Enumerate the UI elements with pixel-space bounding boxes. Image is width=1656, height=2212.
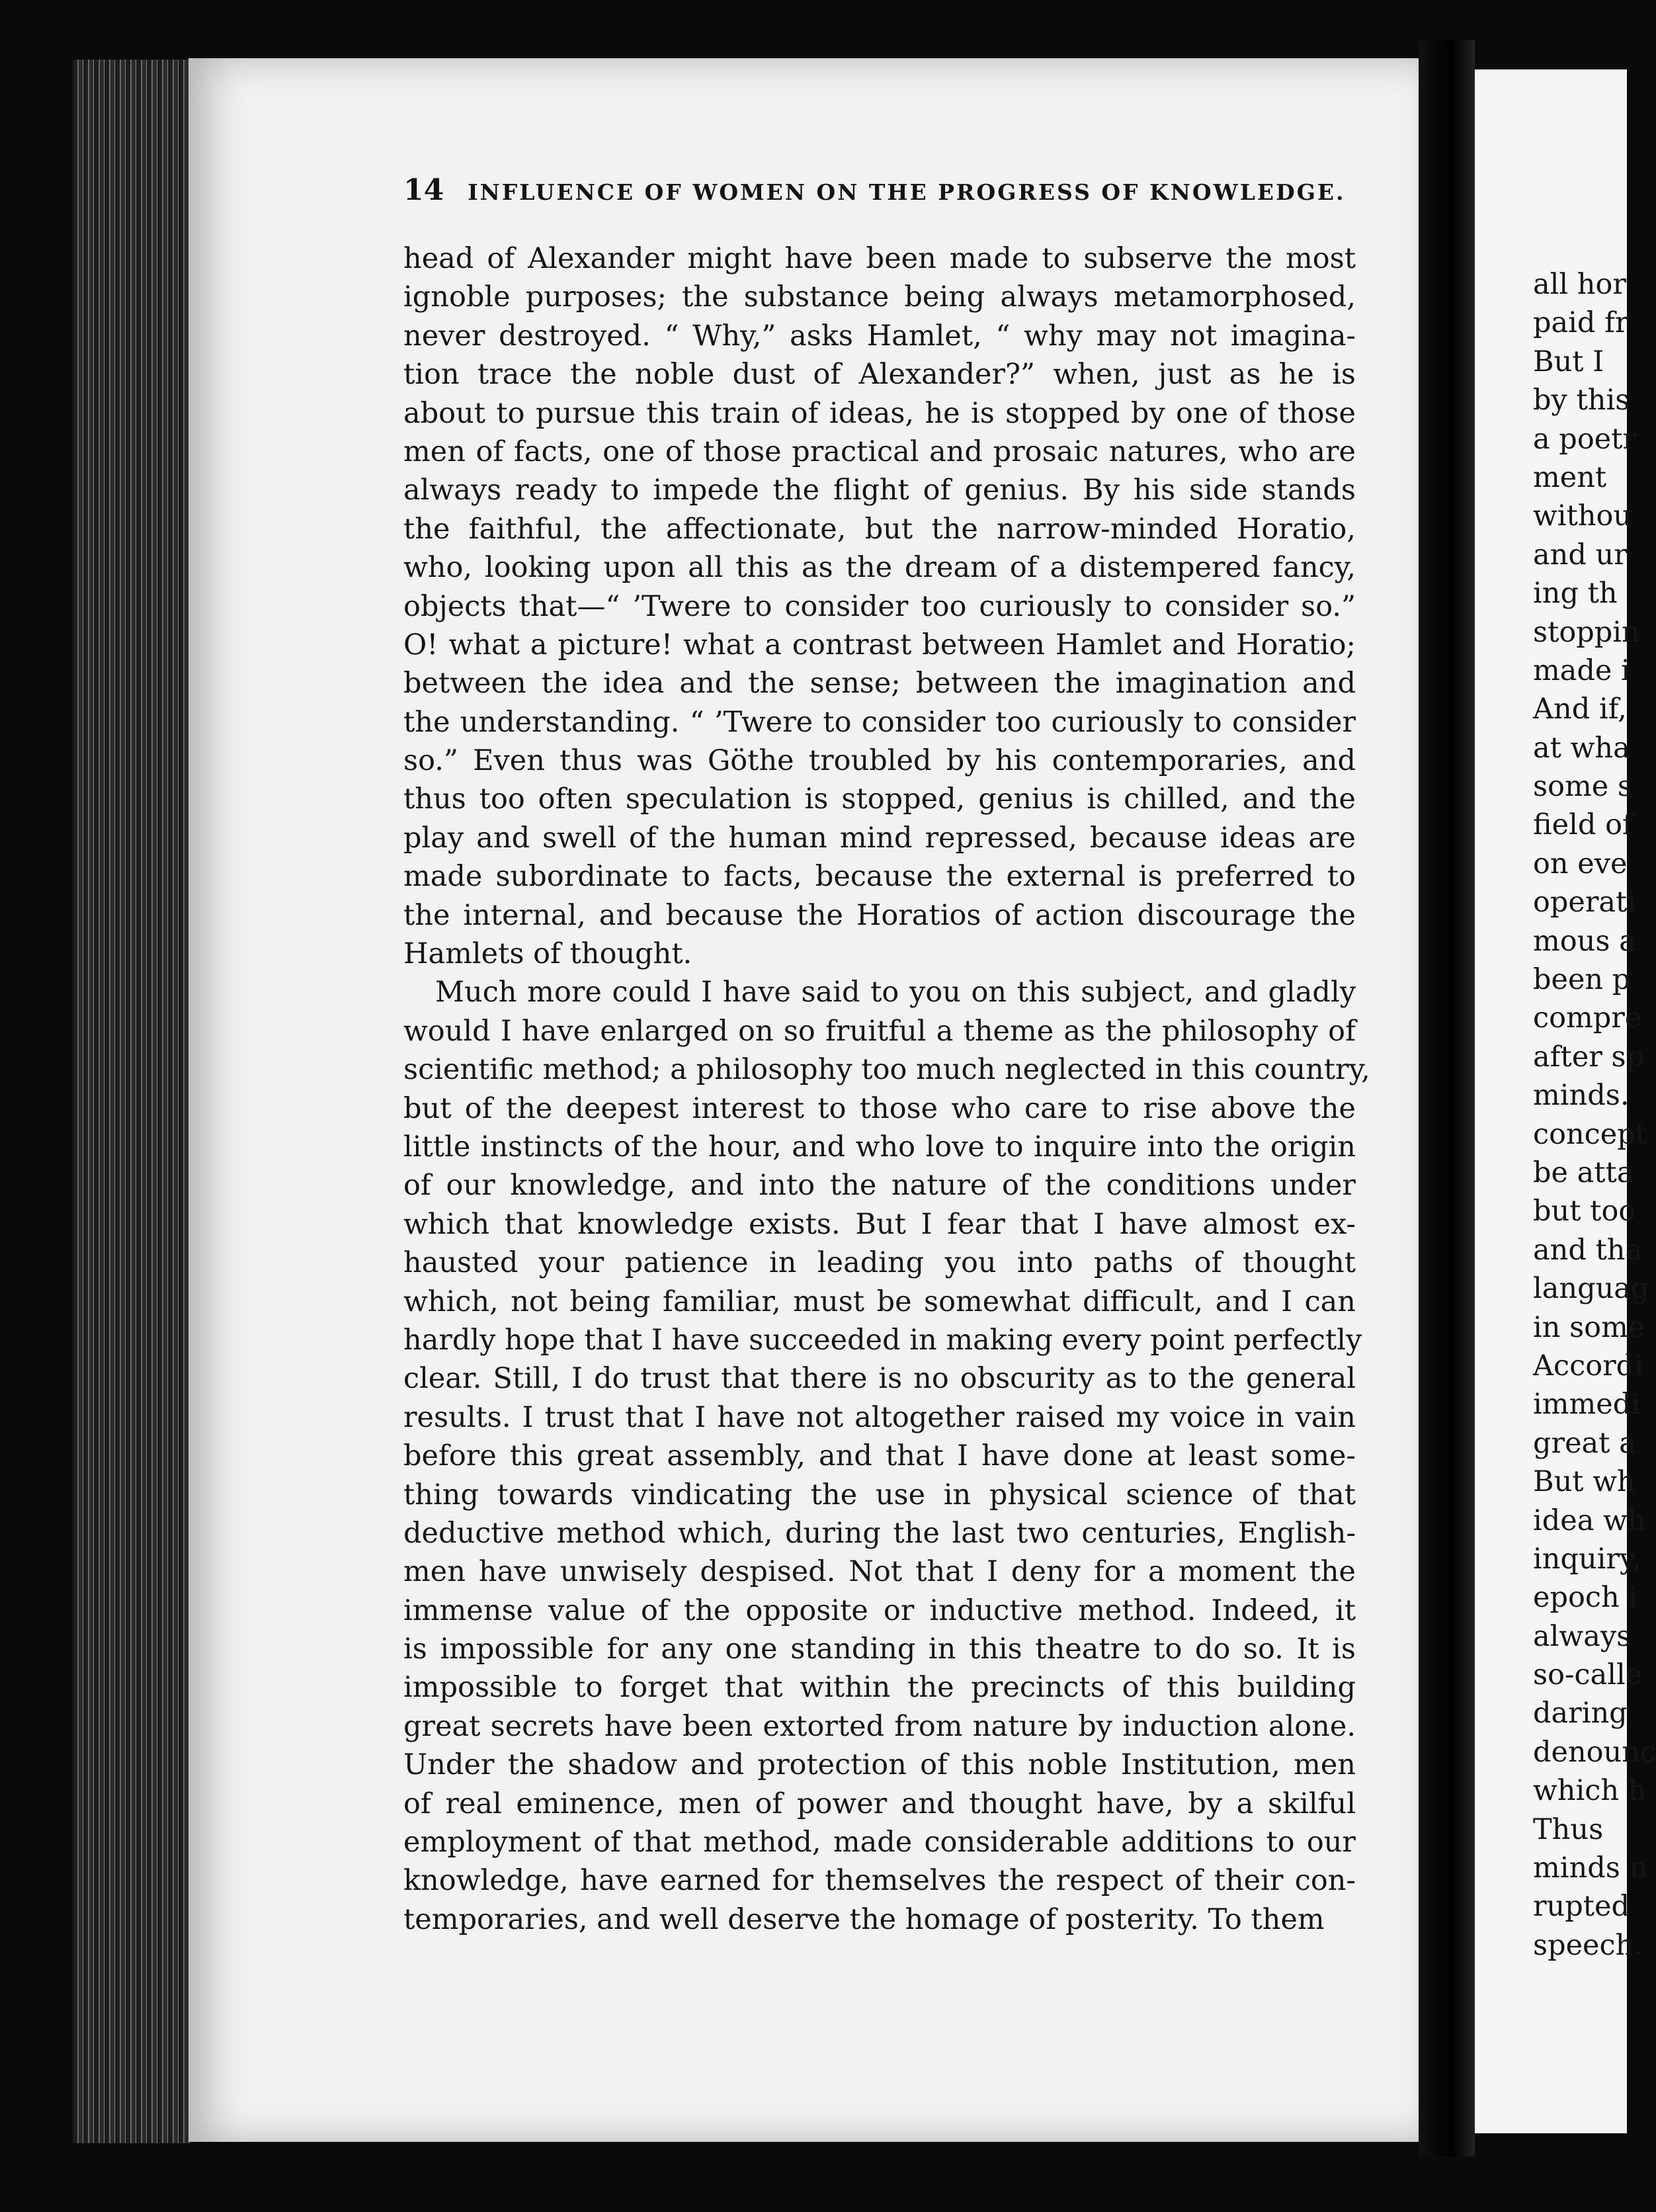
running-head [403,173,1369,207]
text-line: is impossible for any one standing in this theatre to do so. It is [403,1633,1356,1666]
page-gutter [1419,40,1475,2156]
facing-text-line: And if, [1533,693,1627,726]
text-line: employment of that method, made considerable additions to our [403,1826,1356,1859]
text-line: the understanding. “ ’Twere to consider too curiously to consider [403,705,1356,739]
facing-text-line: epoch i [1533,1581,1638,1615]
facing-text-line: Thus [1533,1812,1604,1846]
text-line: would I have enlarged on so fruitful a theme as the philosophy of [403,1014,1356,1048]
facing-text-line: after sp [1533,1040,1645,1074]
facing-text-line: stoppin [1533,615,1640,649]
text-line: men of facts, one of those practical and prosaic natures, who are [403,435,1356,468]
text-line: deductive method which, during the last two centuries, English- [403,1516,1356,1550]
facing-text-line: and tha [1533,1233,1643,1267]
text-line: the faithful, the affectionate, but the narrow-minded Horatio, [403,512,1356,546]
text-line: which that knowledge exists. But I fear that I have almost ex- [403,1207,1356,1241]
text-line: Under the shadow and protection of this noble Institution, men [403,1748,1356,1782]
text-line: impossible to forget that within the precincts of this building [403,1671,1356,1705]
text-line: always ready to impede the flight of genius. By his side stands [403,474,1356,507]
facing-text-line: rupted [1533,1890,1630,1924]
facing-text-line: so-calle [1533,1658,1643,1692]
facing-text-line: but too [1533,1195,1636,1228]
book-edge [73,60,192,2143]
text-line: who, looking upon all this as the dream of a distempered fancy, [403,551,1356,585]
text-line: made subordinate to facts, because the external is preferred to [403,860,1356,894]
facing-text-line: languag [1533,1272,1649,1306]
facing-text-line: in some [1533,1310,1645,1344]
facing-text-line: speech. [1533,1928,1643,1962]
facing-text-line: But I [1533,345,1604,378]
text-line: Much more could I have said to you on this subject, and gladly [435,976,1356,1009]
facing-text-line: operati [1533,886,1637,919]
facing-text-line: which h [1533,1774,1647,1808]
facing-text-line: a poetr [1533,422,1637,456]
facing-text-line: idea wh [1533,1504,1646,1537]
facing-text-line: minds. [1533,1079,1630,1113]
facing-text-line: some s [1533,770,1632,804]
text-line: men have unwisely despised. Not that I deny for a moment the [403,1555,1356,1589]
facing-text-line: withou [1533,499,1632,533]
text-line: great secrets have been extorted from nature by induction alone. [403,1709,1356,1743]
text-line: hardly hope that I have succeeded in making every point perfectly [403,1323,1362,1357]
text-line: between the idea and the sense; between the imagination and [403,667,1356,701]
text-line: scientific method; a philosophy too much neglected in this country, [403,1053,1370,1087]
text-line: play and swell of the human mind repressed, because ideas are [403,821,1356,855]
page-number: 14 [403,173,444,207]
text-line: O! what a picture! what a contrast between Hamlet and Horatio; [403,628,1356,661]
facing-text-line: ment [1533,460,1607,494]
facing-text-line: paid fr [1533,306,1629,340]
text-line: Hamlets of thought. [403,937,692,971]
text-line: hausted your patience in leading you into paths of thought [403,1246,1356,1280]
facing-text-line: But wh [1533,1465,1635,1499]
text-line: objects that—“ ’Twere to consider too curiously to consider so.” [403,589,1356,623]
text-line: which, not being familiar, must be somewhat difficult, and I can [403,1285,1356,1318]
text-line: about to pursue this train of ideas, he is stopped by one of those [403,396,1356,430]
body-text [403,239,1370,1939]
facing-text-line: by this [1533,384,1630,417]
running-title: INFLUENCE OF WOMEN ON THE PROGRESS OF KNOWLEDGE. [468,179,1346,205]
facing-text-line: be atta [1533,1156,1634,1189]
text-line: never destroyed. “ Why,” asks Hamlet, “ why may not imagina- [403,319,1356,353]
facing-page-text [1533,265,1656,1965]
text-line: of our knowledge, and into the nature of the conditions under [403,1169,1356,1203]
facing-text-line: at wha [1533,731,1630,765]
facing-text-line: on eve [1533,847,1628,880]
text-line: tion trace the noble dust of Alexander?” when, just as he is [403,358,1356,392]
facing-text-line: minds n [1533,1851,1648,1885]
text-line: temporaries, and well deserve the homage of posterity. To them [403,1902,1325,1936]
text-line: thus too often speculation is stopped, genius is chilled, and the [403,783,1356,816]
text-line: ignoble purposes; the substance being always metamorphosed, [403,280,1356,314]
facing-text-line: mous a [1533,924,1636,958]
text-line: head of Alexander might have been made to subserve the most [403,242,1356,275]
text-line: of real eminence, men of power and thought have, by a skilful [403,1787,1356,1820]
facing-text-line: been p [1533,963,1631,997]
text-line: the internal, and because the Horatios of action discourage the [403,898,1356,932]
facing-text-line: Accordi [1533,1349,1643,1382]
facing-text-line: denounc [1533,1735,1656,1769]
facing-text-line: immedi [1533,1388,1641,1422]
facing-text-line: ing th [1533,577,1618,611]
text-line: knowledge, have earned for themselves the respect of their con- [403,1864,1356,1898]
facing-text-line: daring [1533,1697,1628,1730]
text-line: but of the deepest interest to those who care to rise above the [403,1091,1356,1125]
text-line: thing towards vindicating the use in physical science of that [403,1478,1356,1511]
text-line: immense value of the opposite or inductive method. Indeed, it [403,1594,1356,1627]
text-line: clear. Still, I do trust that there is no obscurity as to the general [403,1362,1356,1396]
text-line: before this great assembly, and that I have done at least some- [403,1439,1356,1473]
facing-text-line: made i [1533,654,1630,687]
facing-text-line: always [1533,1619,1632,1653]
facing-text-line: all hor [1533,268,1626,301]
facing-text-line: inquiry, [1533,1542,1641,1576]
text-line: little instincts of the hour, and who love to inquire into the origin [403,1130,1356,1164]
facing-text-line: concept [1533,1117,1647,1151]
facing-text-line: field of [1533,808,1633,842]
facing-text-line: and ur [1533,538,1628,572]
facing-text-line: compre [1533,1001,1642,1035]
text-line: results. I trust that I have not altogether raised my voice in vain [403,1400,1356,1434]
facing-text-line: great a [1533,1426,1636,1460]
text-line: so.” Even thus was Göthe troubled by his contemporaries, and [403,744,1356,778]
